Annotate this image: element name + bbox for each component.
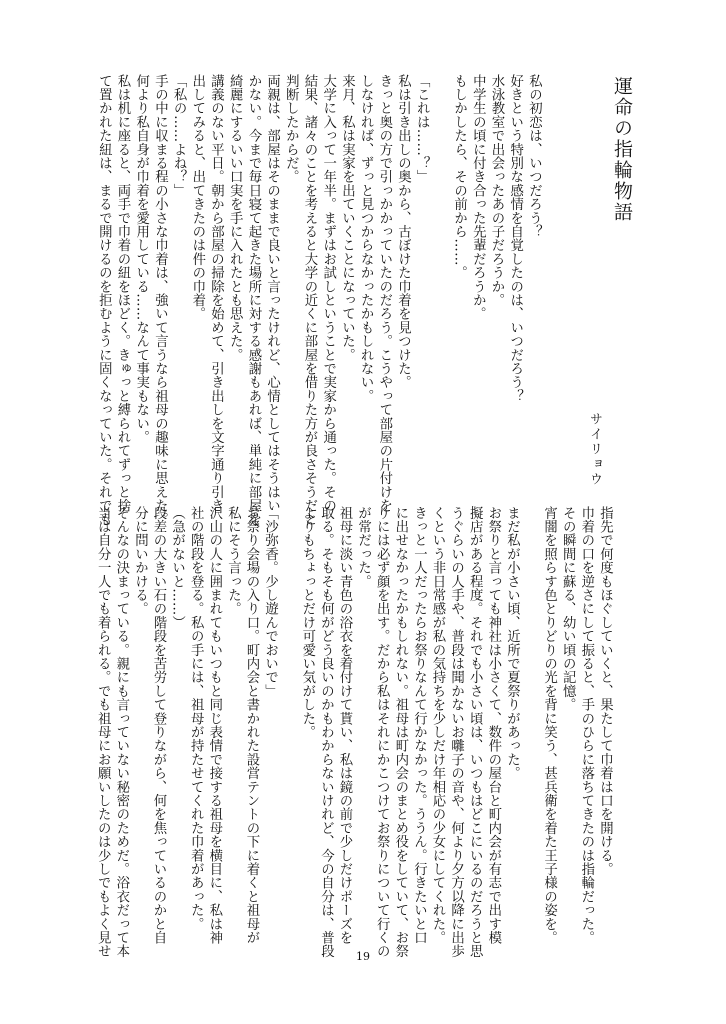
text-column: 宵闇を照らす色とりどりの光を背に笑う、甚兵衛を着た王子様の姿を。 xyxy=(541,506,557,945)
text-column: 講義のない平日。朝から部屋の掃除を始めて、引き出しを文字通り引き xyxy=(208,74,224,513)
text-column: きっと奥の方で引っかかっていたのだろう。こうやって部屋の片付けを xyxy=(376,74,392,513)
text-column: 手の中に収まる程の小さな巾着は、強いて言うなら祖母の趣味に思えた。 xyxy=(152,74,168,527)
text-column: しなければ、ずっと見つからなかったかもしれない。 xyxy=(358,74,374,403)
text-column: りには必ず顔を出す。だから私はそれにかこつけてお祭りについて行くの xyxy=(374,506,390,959)
text-column: お祭り会場の入り口。町内会と書かれた設営テントの下に着くと祖母が xyxy=(244,506,259,945)
text-column: きっと一人だったらお祭りなんて行かなかった。ううん。行きたいと口 xyxy=(411,506,427,945)
text-column: 巾着の口を逆さにして振ると、手のひらに落ちてきたのは指輪だった。 xyxy=(578,506,594,945)
text-column: 来月、私は実家を出ていくことになっていた。 xyxy=(339,74,355,362)
text-column: 水泳教室で出会ったあの子だろうか。 xyxy=(489,74,504,307)
text-column: 祖母に淡い青色の浴衣を着付けて貰い、私は鏡の前で少しだけポーズを xyxy=(337,506,352,945)
text-column: かない。今まで毎日寝て起きた場所に対する感謝もあれば、単純に部屋を xyxy=(245,74,261,527)
text-column: 綺麗にするいい口実を手に入れたとも思えた。 xyxy=(227,74,243,362)
text-column: 沢山の人に囲まれてもいつもと同じ表情で接する祖母を横目に、私は神 xyxy=(206,506,222,945)
text-column: 大学に入って一年半。まずはお試しということで実家から通った。その xyxy=(320,74,336,513)
text-column: 私にそう言った。 xyxy=(225,506,241,616)
page-title: 運命の指輪物語 xyxy=(611,76,633,223)
text-column: 取る。そもそも何がどう良いのかもわからないけれど、今の自分は、普段 xyxy=(318,506,334,959)
author-name: サイリョウ xyxy=(587,412,602,487)
text-column: 社の階段を登る。私の手には、祖母が持たせてくれた巾着があった。 xyxy=(188,506,204,931)
text-column: （急がないと……） xyxy=(169,506,185,630)
text-column: うぐらいの人手や、普段は聞かないお囃子の音や、何より夕方以降に出歩 xyxy=(448,506,464,959)
text-column: 何より私自身が巾着を愛用している……なんて事実もない。 xyxy=(133,74,149,444)
text-column: 「私の……よね？」 xyxy=(171,74,187,198)
text-column: 私は引き出しの奥から、古ぼけた巾着を見つけた。 xyxy=(395,74,411,390)
text-column: よりもちょっとだけ可愛い気がした。 xyxy=(299,506,315,739)
text-column: 「これは……？」 xyxy=(414,74,430,184)
text-column: 両親は、部屋はそのままで良いと言ったけれど、心情としてはそうはい xyxy=(264,74,280,513)
text-column: 擬店がある程度。それでも小さい頃は、いつもはどこにいるのだろうと思 xyxy=(467,506,483,959)
text-column: その瞬間に蘇る、幼い頃の記憶。 xyxy=(560,506,576,712)
text-column: 中学生の頃に付き合った先輩だろうか。 xyxy=(470,74,486,321)
text-column: くという非日常感が私の気持ちを少しだけ年相応の少女にしてくれた。 xyxy=(430,506,445,945)
text-column: 分に問いかける。 xyxy=(132,506,148,616)
text-column: 私は机に座ると、両手で巾着の紐をほどく。きゅっと縛られてずっと捨 xyxy=(115,74,130,513)
text-column: もしかしたら、その前から……。 xyxy=(451,74,467,280)
text-column: 結果、諸々のことを考えると大学の近くに部屋を借りた方が良さそうだと xyxy=(302,74,317,527)
text-column: 好きという特別な感情を自覚したのは、いつだろう？ xyxy=(507,74,523,403)
text-column: 「沙弥香。少し遊んでおいで」 xyxy=(262,506,278,698)
text-column: 段差の大きい石の階段を苦労して登りながら、何を焦っているのかと自 xyxy=(151,506,166,945)
text-column: 当は自分一人でも着られる。でも祖母にお願いしたのは少しでもよく見せ xyxy=(95,506,111,959)
text-column: そんなの決まっている。親にも言っていない秘密のためだ。浴衣だって本 xyxy=(113,506,129,959)
text-column: て置かれた紐は、まるで開けるのを拒むように固くなっていた。それでも xyxy=(96,74,112,527)
text-column: 出してみると、出てきたのは件の巾着。 xyxy=(189,74,205,321)
text-column: 判断したからだ。 xyxy=(283,74,299,184)
text-column: 指先で何度もほぐしていくと、果たして巾着は口を開ける。 xyxy=(597,506,613,876)
text-column: 私の初恋は、いつだろう？ xyxy=(526,74,542,239)
text-column: が常だった。 xyxy=(355,506,371,589)
text-column: まだ私が小さい頃、近所で夏祭りがあった。 xyxy=(504,506,520,780)
text-column: に出せなかったかもしれない。祖母は町内会のまとめ役をしていて、お祭 xyxy=(392,506,408,959)
page-number: 19 xyxy=(356,950,370,963)
text-column: お祭りと言っても神社は小さくて、数件の屋台と町内会が有志で出す模 xyxy=(485,506,501,945)
